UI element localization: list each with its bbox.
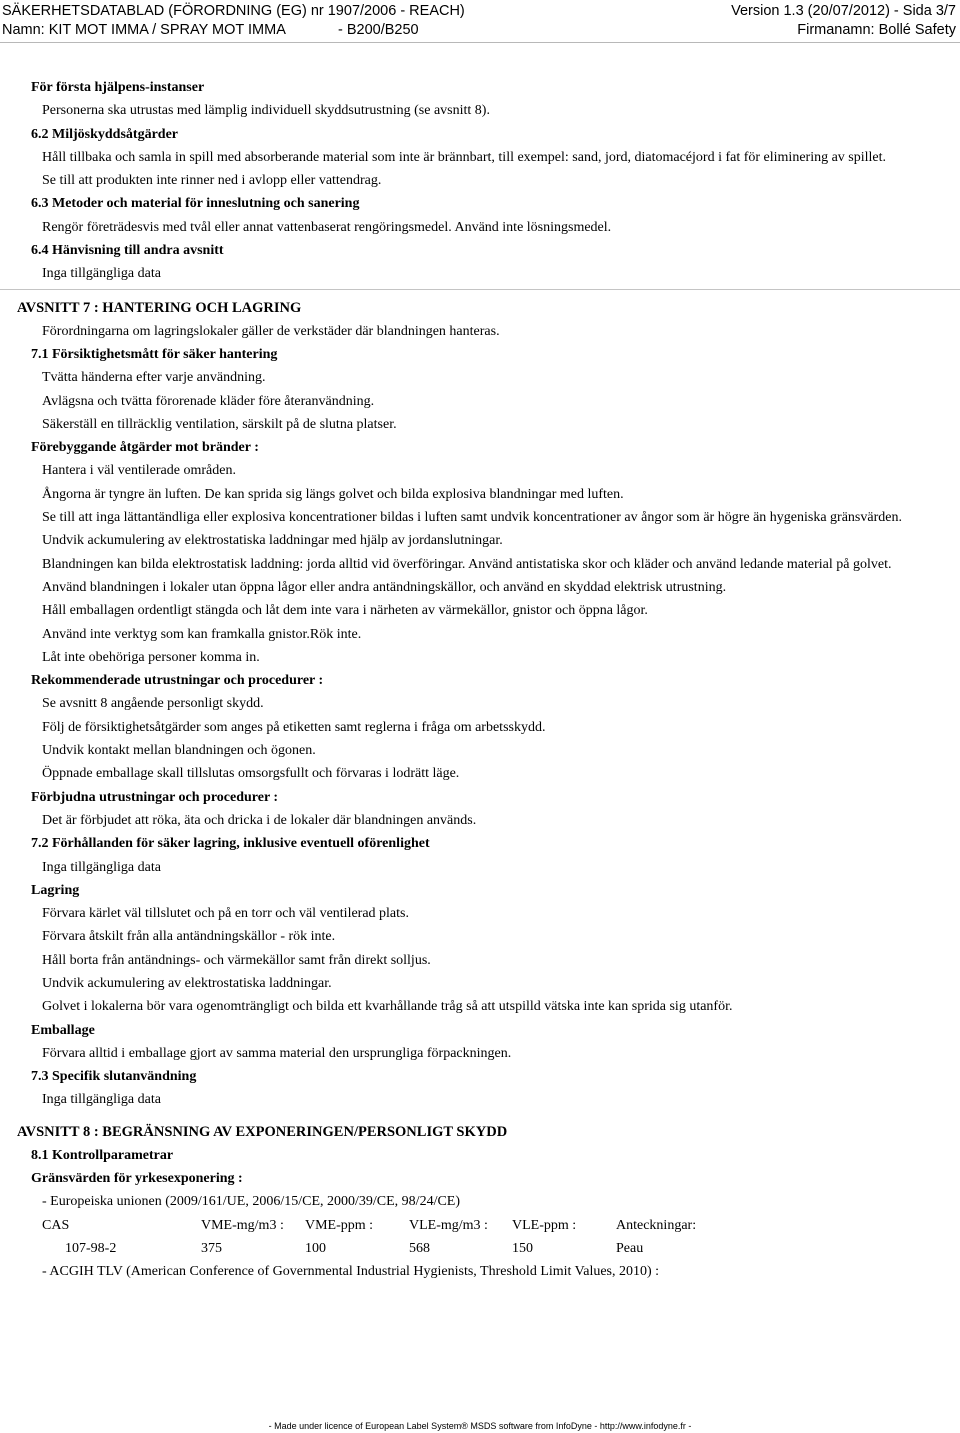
section-8-1-heading: 8.1 Kontrollparametrar xyxy=(31,1147,174,1163)
forbidden-procedures-heading: Förbjudna utrustningar och procedurer : xyxy=(31,789,279,805)
list-item: Hantera i väl ventilerade områden. xyxy=(42,463,236,479)
first-aid-text: Personerna ska utrustas med lämplig individuell skyddsutrustning (se avsnitt 8). xyxy=(42,103,490,119)
table-header-cell: CAS xyxy=(42,1217,70,1233)
table-header-cell: VME-ppm : xyxy=(305,1217,374,1233)
section-6-4-text: Inga tillgängliga data xyxy=(42,266,161,282)
document-body xyxy=(0,79,960,1286)
page-header xyxy=(0,2,956,40)
table-cell: 375 xyxy=(201,1240,222,1256)
table-cell: Peau xyxy=(616,1240,644,1256)
section-6-3-text: Rengör företrädesvis med tvål eller annat vattenbaserat rengöringsmedel. Använd inte lösningsmedel. xyxy=(42,219,612,235)
table-header-cell: VLE-mg/m3 : xyxy=(409,1217,488,1233)
section-6-2-text: Se till att produkten inte rinner ned i avlopp eller vattendrag. xyxy=(42,173,382,189)
section-7-intro: Förordningarna om lagringslokaler gäller de verkstäder där blandningen hanteras. xyxy=(42,323,500,339)
list-item: Golvet i lokalerna bör vara ogenomträngligt och bilda ett kvarhållande tråg så att utspilld vätska inte kan sprida sig utanför. xyxy=(42,999,733,1015)
acgih-line: - ACGIH TLV (American Conference of Governmental Industrial Hygienists, Threshold Limit Values, 2010) : xyxy=(42,1263,660,1279)
table-cell: 150 xyxy=(512,1240,533,1256)
section-7-1-heading: 7.1 Försiktighetsmått för säker hantering xyxy=(31,346,278,362)
packaging-heading: Emballage xyxy=(31,1022,95,1038)
list-item: Avlägsna och tvätta förorenade kläder före återanvändning. xyxy=(42,393,375,409)
table-cell: 107-98-2 xyxy=(65,1240,117,1256)
company-name: Firmanamn: Bollé Safety xyxy=(797,22,956,38)
list-item: Förvara alltid i emballage gjort av samma material den ursprungliga förpackningen. xyxy=(42,1045,512,1061)
table-cell: 100 xyxy=(305,1240,326,1256)
list-item: Tvätta händerna efter varje användning. xyxy=(42,370,266,386)
section-7-title: AVSNITT 7 : HANTERING OCH LAGRING xyxy=(17,299,960,317)
section-8-title: AVSNITT 8 : BEGRÄNSNING AV EXPONERINGEN/PERSONLIGT SKYDD xyxy=(17,1124,508,1141)
list-item: Använd inte verktyg som kan framkalla gnistor.Rök inte. xyxy=(42,626,362,642)
table-header-cell: Anteckningar: xyxy=(616,1217,697,1233)
section-7-2-heading: 7.2 Förhållanden för säker lagring, inklusive eventuell oförenlighet xyxy=(31,836,430,852)
product-code: - B200/B250 xyxy=(338,22,419,38)
section-6-2-text: Håll tillbaka och samla in spill med absorberande material som inte är brännbart, till exempel: sand, jord, diatomacéjord i fat för eliminering av spillet. xyxy=(42,149,887,165)
eu-regulation-line: - Europeiska unionen (2009/161/UE, 2006/15/CE, 2000/39/CE, 98/24/CE) xyxy=(42,1194,461,1210)
list-item: Se avsnitt 8 angående personligt skydd. xyxy=(42,696,264,712)
table-cell: 568 xyxy=(409,1240,430,1256)
section-7-3-heading: 7.3 Specifik slutanvändning xyxy=(31,1069,197,1085)
list-item: Håll borta från antändnings- och värmekällor samt från direkt solljus. xyxy=(42,952,431,968)
exposure-limits-heading: Gränsvärden för yrkesexponering : xyxy=(31,1171,243,1187)
list-item: Undvik kontakt mellan blandningen och ögonen. xyxy=(42,743,316,759)
exposure-table-header xyxy=(42,1217,960,1240)
list-item: Det är förbjudet att röka, äta och dricka i de lokaler där blandningen används. xyxy=(42,812,477,828)
header-row-1 xyxy=(0,2,956,21)
list-item: Använd blandningen i lokaler utan öppna lågor eller andra antändningskällor, och använd en skyddad elektrisk utrustning. xyxy=(42,579,727,595)
page-footer: - Made under licence of European Label System® MSDS software from InfoDyne - http://www.infodyne.fr - xyxy=(268,1421,692,1431)
list-item: Förvara kärlet väl tillslutet och på en torr och väl ventilerad plats. xyxy=(42,906,409,922)
section-7-2-text: Inga tillgängliga data xyxy=(42,859,161,875)
list-item: Håll emballagen ordentligt stängda och låt dem inte vara i närheten av värmekällor, gnistor och öppna lågor. xyxy=(42,603,648,619)
table-row xyxy=(42,1240,960,1263)
list-item: Låt inte obehöriga personer komma in. xyxy=(42,649,260,665)
list-item: Öppnade emballage skall tillslutas omsorgsfullt och förvaras i lodrätt läge. xyxy=(42,766,460,782)
list-item: Undvik ackumulering av elektrostatiska laddningar med hjälp av jordanslutningar. xyxy=(42,533,503,549)
recommended-procedures-heading: Rekommenderade utrustningar och procedurer : xyxy=(31,673,324,689)
list-item: Ångorna är tyngre än luften. De kan sprida sig längs golvet och bilda explosiva blandningar med luften. xyxy=(42,486,624,502)
list-item: Blandningen kan bilda elektrostatisk laddning: jorda alltid vid överföringar. Använd antistatiska skor och kläder och använd ledande material på golvet. xyxy=(42,556,892,572)
document-title: SÄKERHETSDATABLAD (FÖRORDNING (EG) nr 1907/2006 - REACH) xyxy=(2,3,465,19)
product-name: Namn: KIT MOT IMMA / SPRAY MOT IMMA xyxy=(2,22,286,38)
header-divider xyxy=(0,42,960,43)
version-page-info: Version 1.3 (20/07/2012) - Sida 3/7 xyxy=(731,3,956,19)
fire-prevention-heading: Förebyggande åtgärder mot bränder : xyxy=(31,440,259,456)
list-item: Förvara åtskilt från alla antändningskällor - rök inte. xyxy=(42,929,336,945)
list-item: Säkerställ en tillräcklig ventilation, särskilt på de slutna platser. xyxy=(42,416,397,432)
list-item: Undvik ackumulering av elektrostatiska laddningar. xyxy=(42,975,332,991)
list-item: Se till att inga lättantändliga eller explosiva koncentrationer bildas i luften samt undvik koncentrationer av ångor som är högre än hygeniska gränsvärden. xyxy=(42,510,902,526)
section-6-2-heading: 6.2 Miljöskyddsåtgärder xyxy=(31,126,178,142)
table-header-cell: VME-mg/m3 : xyxy=(201,1217,284,1233)
table-header-cell: VLE-ppm : xyxy=(512,1217,577,1233)
section-6-3-heading: 6.3 Metoder och material för inneslutning och sanering xyxy=(31,196,360,212)
first-aid-heading: För första hjälpens-instanser xyxy=(31,80,205,95)
section-6-4-heading: 6.4 Hänvisning till andra avsnitt xyxy=(31,243,224,259)
list-item: Följ de försiktighetsåtgärder som anges på etiketten samt reglerna i fråga om arbetsskydd. xyxy=(42,719,546,735)
storage-heading: Lagring xyxy=(31,882,80,898)
header-row-2 xyxy=(0,21,956,40)
section-7-3-text: Inga tillgängliga data xyxy=(42,1092,161,1108)
